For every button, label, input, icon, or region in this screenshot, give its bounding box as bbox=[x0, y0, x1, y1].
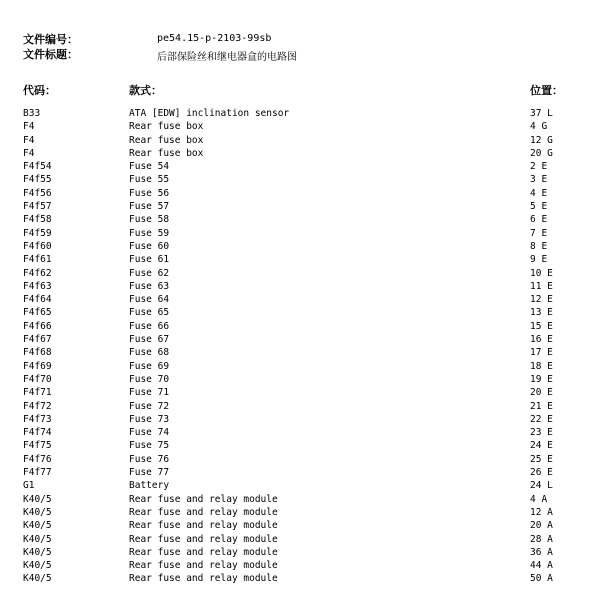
table-row bbox=[0, 546, 602, 559]
row-pos: 2 E bbox=[530, 161, 548, 173]
row-code: F4f56 bbox=[23, 187, 52, 199]
row-code: K40/5 bbox=[23, 560, 52, 572]
table-row bbox=[0, 439, 602, 452]
row-pos: 15 E bbox=[530, 320, 553, 332]
row-code: F4f77 bbox=[23, 467, 52, 479]
table-row bbox=[0, 400, 602, 413]
row-code: F4 bbox=[23, 121, 35, 133]
row-pos: 12 A bbox=[530, 506, 553, 518]
row-pos: 5 E bbox=[530, 201, 548, 213]
row-pos: 21 E bbox=[530, 400, 553, 412]
row-code: F4f74 bbox=[23, 427, 52, 439]
table-row bbox=[0, 173, 602, 186]
row-pos: 17 E bbox=[530, 347, 553, 359]
row-desc: Rear fuse and relay module bbox=[129, 493, 278, 505]
row-code: F4f69 bbox=[23, 360, 52, 372]
row-pos: 25 E bbox=[530, 453, 553, 465]
row-desc: Fuse 55 bbox=[129, 174, 170, 186]
row-desc: Fuse 66 bbox=[129, 320, 170, 332]
row-code: F4f67 bbox=[23, 334, 52, 346]
row-pos: 3 E bbox=[530, 174, 548, 186]
row-code: K40/5 bbox=[23, 520, 52, 532]
table-row bbox=[0, 333, 602, 346]
row-code: F4f54 bbox=[23, 161, 52, 173]
row-desc: Fuse 63 bbox=[129, 280, 170, 292]
table-row bbox=[0, 453, 602, 466]
table-row bbox=[0, 572, 602, 585]
row-desc: Fuse 59 bbox=[129, 227, 170, 239]
row-code: F4f59 bbox=[23, 227, 52, 239]
table-row bbox=[0, 413, 602, 426]
row-desc: Rear fuse box bbox=[129, 147, 204, 159]
row-code: K40/5 bbox=[23, 506, 52, 518]
table-row bbox=[0, 147, 602, 160]
table-row bbox=[0, 200, 602, 213]
row-desc: Fuse 61 bbox=[129, 254, 170, 266]
row-pos: 11 E bbox=[530, 280, 553, 292]
table-row bbox=[0, 213, 602, 226]
row-pos: 7 E bbox=[530, 227, 548, 239]
row-code: F4f58 bbox=[23, 214, 52, 226]
row-code: F4f75 bbox=[23, 440, 52, 452]
table-row bbox=[0, 280, 602, 293]
doc-title-value: 后部保险丝和继电器盒的电路图 bbox=[157, 52, 297, 63]
row-pos: 16 E bbox=[530, 334, 553, 346]
table-row bbox=[0, 426, 602, 439]
row-desc: Rear fuse and relay module bbox=[129, 546, 278, 558]
row-code: F4f73 bbox=[23, 413, 52, 425]
row-desc: Fuse 77 bbox=[129, 467, 170, 479]
doc-number-label: 文件编号： bbox=[23, 33, 78, 46]
header-pos: 位置： bbox=[530, 84, 563, 97]
component-table bbox=[0, 107, 602, 586]
table-row bbox=[0, 493, 602, 506]
doc-title-label: 文件标题： bbox=[23, 48, 78, 61]
row-code: F4f64 bbox=[23, 294, 52, 306]
row-code: B33 bbox=[23, 108, 41, 119]
row-desc: Fuse 74 bbox=[129, 427, 170, 439]
row-desc: Rear fuse and relay module bbox=[129, 560, 278, 572]
table-row bbox=[0, 240, 602, 253]
row-code: F4f61 bbox=[23, 254, 52, 266]
table-row bbox=[0, 134, 602, 147]
row-code: K40/5 bbox=[23, 573, 52, 585]
row-pos: 36 A bbox=[530, 546, 553, 558]
row-pos: 23 E bbox=[530, 427, 553, 439]
row-pos: 20 A bbox=[530, 520, 553, 532]
row-desc: Fuse 60 bbox=[129, 240, 170, 252]
row-desc: Rear fuse box bbox=[129, 121, 204, 133]
row-desc: Fuse 73 bbox=[129, 413, 170, 425]
row-desc: Fuse 54 bbox=[129, 161, 170, 173]
row-desc: ATA [EDW] inclination sensor bbox=[129, 108, 290, 119]
row-code: F4f63 bbox=[23, 280, 52, 292]
table-row bbox=[0, 320, 602, 333]
row-desc: Rear fuse and relay module bbox=[129, 506, 278, 518]
row-pos: 28 A bbox=[530, 533, 553, 545]
row-pos: 10 E bbox=[530, 267, 553, 279]
row-code: F4f57 bbox=[23, 201, 52, 213]
row-code: F4f55 bbox=[23, 174, 52, 186]
row-code: F4f76 bbox=[23, 453, 52, 465]
row-desc: Fuse 65 bbox=[129, 307, 170, 319]
row-code: K40/5 bbox=[23, 533, 52, 545]
row-code: F4f66 bbox=[23, 320, 52, 332]
row-code: F4f72 bbox=[23, 400, 52, 412]
row-desc: Rear fuse and relay module bbox=[129, 533, 278, 545]
table-row bbox=[0, 559, 602, 572]
row-desc: Fuse 72 bbox=[129, 400, 170, 412]
table-row bbox=[0, 346, 602, 359]
row-desc: Fuse 69 bbox=[129, 360, 170, 372]
row-pos: 19 E bbox=[530, 373, 553, 385]
table-row bbox=[0, 306, 602, 319]
table-row bbox=[0, 373, 602, 386]
row-pos: 13 E bbox=[530, 307, 553, 319]
row-desc: Fuse 71 bbox=[129, 387, 170, 399]
row-pos: 8 E bbox=[530, 240, 548, 252]
row-desc: Fuse 57 bbox=[129, 201, 170, 213]
row-desc: Fuse 76 bbox=[129, 453, 170, 465]
row-code: F4f68 bbox=[23, 347, 52, 359]
row-pos: 26 E bbox=[530, 467, 553, 479]
row-code: K40/5 bbox=[23, 493, 52, 505]
header-code: 代码： bbox=[23, 84, 56, 97]
table-row bbox=[0, 479, 602, 492]
row-pos: 9 E bbox=[530, 254, 548, 266]
row-desc: Fuse 62 bbox=[129, 267, 170, 279]
row-desc: Fuse 64 bbox=[129, 294, 170, 306]
row-pos: 20 E bbox=[530, 387, 553, 399]
doc-number-value: pe54.15-p-2103-99sb bbox=[157, 33, 272, 44]
row-desc: Fuse 68 bbox=[129, 347, 170, 359]
table-row bbox=[0, 253, 602, 266]
table-row bbox=[0, 519, 602, 532]
row-desc: Fuse 56 bbox=[129, 187, 170, 199]
row-pos: 4 E bbox=[530, 187, 548, 199]
table-row bbox=[0, 466, 602, 479]
row-pos: 6 E bbox=[530, 214, 548, 226]
table-row bbox=[0, 107, 602, 120]
table-row bbox=[0, 187, 602, 200]
table-row bbox=[0, 160, 602, 173]
row-pos: 4 G bbox=[530, 121, 548, 133]
row-code: F4f60 bbox=[23, 240, 52, 252]
row-pos: 37 L bbox=[530, 108, 553, 119]
row-pos: 18 E bbox=[530, 360, 553, 372]
table-row bbox=[0, 293, 602, 306]
row-desc: Rear fuse and relay module bbox=[129, 573, 278, 585]
table-row bbox=[0, 267, 602, 280]
row-pos: 12 E bbox=[530, 294, 553, 306]
row-code: F4f62 bbox=[23, 267, 52, 279]
row-code: F4 bbox=[23, 134, 35, 146]
row-code: F4f71 bbox=[23, 387, 52, 399]
row-pos: 22 E bbox=[530, 413, 553, 425]
row-pos: 44 A bbox=[530, 560, 553, 572]
table-row bbox=[0, 386, 602, 399]
row-pos: 12 G bbox=[530, 134, 553, 146]
table-row bbox=[0, 533, 602, 546]
row-desc: Battery bbox=[129, 480, 170, 492]
row-desc: Fuse 67 bbox=[129, 334, 170, 346]
row-pos: 24 L bbox=[530, 480, 553, 492]
row-code: F4f65 bbox=[23, 307, 52, 319]
table-row bbox=[0, 506, 602, 519]
row-desc: Fuse 75 bbox=[129, 440, 170, 452]
table-row bbox=[0, 120, 602, 133]
header-desc: 款式： bbox=[129, 84, 162, 97]
row-code: F4 bbox=[23, 147, 35, 159]
row-code: G1 bbox=[23, 480, 35, 492]
row-code: K40/5 bbox=[23, 546, 52, 558]
row-desc: Fuse 70 bbox=[129, 373, 170, 385]
row-pos: 50 A bbox=[530, 573, 553, 585]
table-row bbox=[0, 227, 602, 240]
row-code: F4f70 bbox=[23, 373, 52, 385]
row-pos: 24 E bbox=[530, 440, 553, 452]
row-desc: Rear fuse box bbox=[129, 134, 204, 146]
row-desc: Rear fuse and relay module bbox=[129, 520, 278, 532]
row-pos: 4 A bbox=[530, 493, 548, 505]
row-desc: Fuse 58 bbox=[129, 214, 170, 226]
table-row bbox=[0, 360, 602, 373]
row-pos: 20 G bbox=[530, 147, 553, 159]
